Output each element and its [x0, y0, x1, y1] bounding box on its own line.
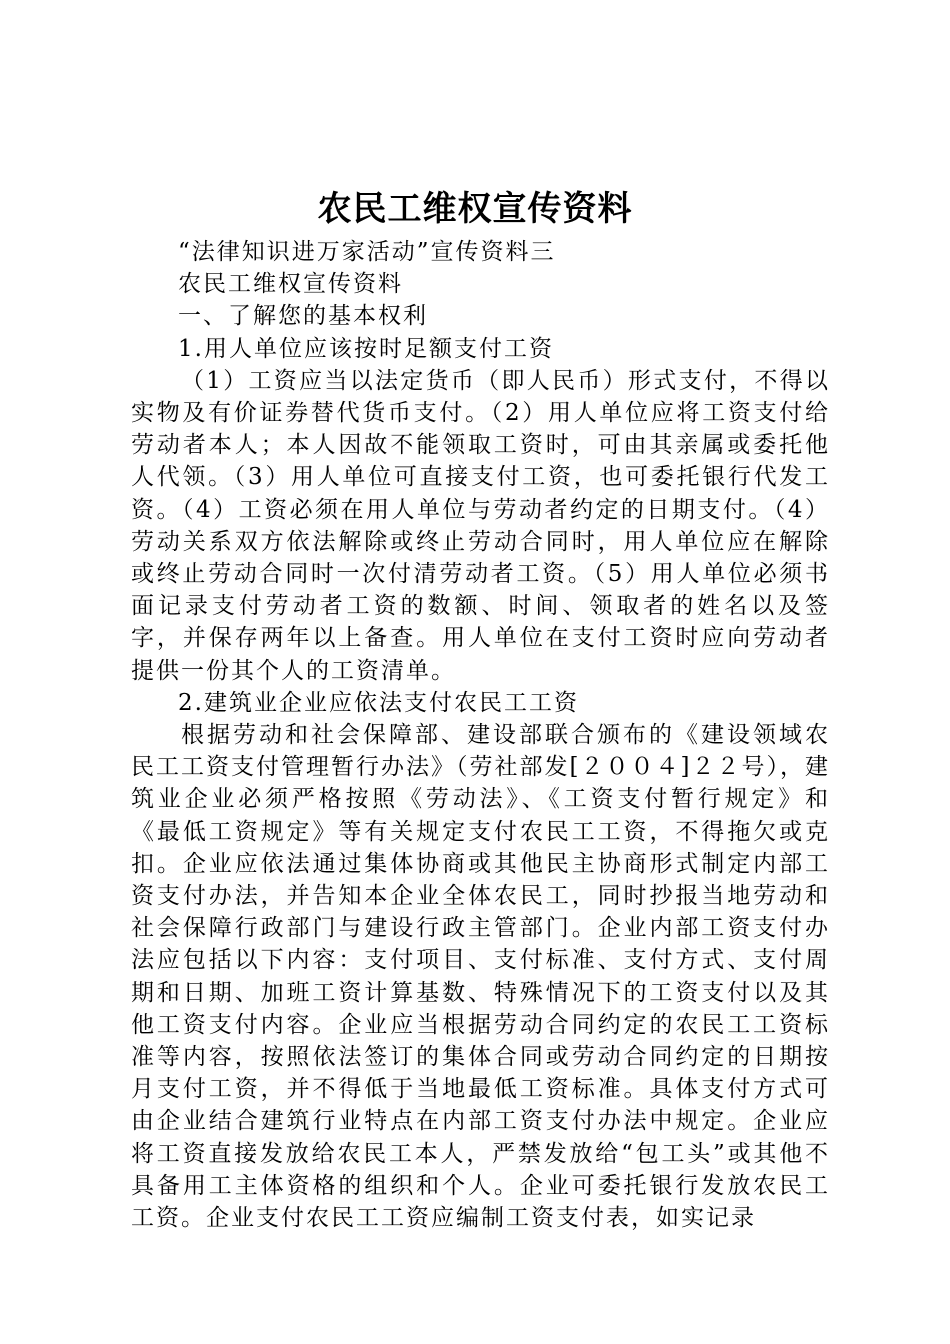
paragraph-wage-rules: （1）工资应当以法定货币（即人民币）形式支付，不得以实物及有价证券替代货币支付。（2）用人单位应将工资支付给劳动者本人；本人因故不能领取工资时，可由其亲属或委托他人代领。（3）用人单位可直接支付工资，也可委托银行代发工资。（4）工资必须在用人单位与劳动者约定的日期支付。（4）劳动关系双方依法解除或终止劳动合同时，用人单位应在解除或终止劳动合同时一次付清劳动者工资。（5）用人单位必须书面记录支付劳动者工资的数额、时间、领取者的姓名以及签字，并保存两年以上备查。用人单位在支付工资时应向劳动者提供一份其个人的工资清单。: [131, 367, 830, 684]
document-title: 农民工维权宣传资料: [317, 189, 633, 229]
document-body: [131, 236, 830, 1234]
item-heading-2: 2.建筑业企业应依法支付农民工工资: [178, 689, 579, 716]
paragraph-heading: 农民工维权宣传资料: [178, 271, 403, 298]
section-heading-rights: 一、了解您的基本权利: [178, 303, 428, 330]
paragraph-construction-wages: 根据劳动和社会保障部、建设部联合颁布的《建设领域农民工工资支付管理暂行办法》（劳社部发[２００４]２２号），建筑业企业必须严格按照《劳动法》、《工资支付暂行规定》和《最低工资规定》等有关规定支付农民工工资，不得拖欠或克扣。企业应依法通过集体协商或其他民主协商形式制定内部工资支付办法，并告知本企业全体农民工，同时抄报当地劳动和社会保障行政部门与建设行政主管部门。企业内部工资支付办法应包括以下内容：支付项目、支付标准、支付方式、支付周期和日期、加班工资计算基数、特殊情况下的工资支付以及其他工资支付内容。企业应当根据劳动合同约定的农民工工资标准等内容，按照依法签订的集体合同或劳动合同约定的日期按月支付工资，并不得低于当地最低工资标准。具体支付方式可由企业结合建筑行业特点在内部工资支付办法中规定。企业应将工资直接发放给农民工本人，严禁发放给“包工头”或其他不具备用工主体资格的组织和个人。企业可委托银行发放农民工工资。企业支付农民工工资应编制工资支付表，如实记录: [131, 722, 830, 1232]
item-heading-1: 1.用人单位应该按时足额支付工资: [178, 335, 554, 362]
paragraph-subtitle: “法律知识进万家活动”宣传资料三: [178, 239, 556, 265]
